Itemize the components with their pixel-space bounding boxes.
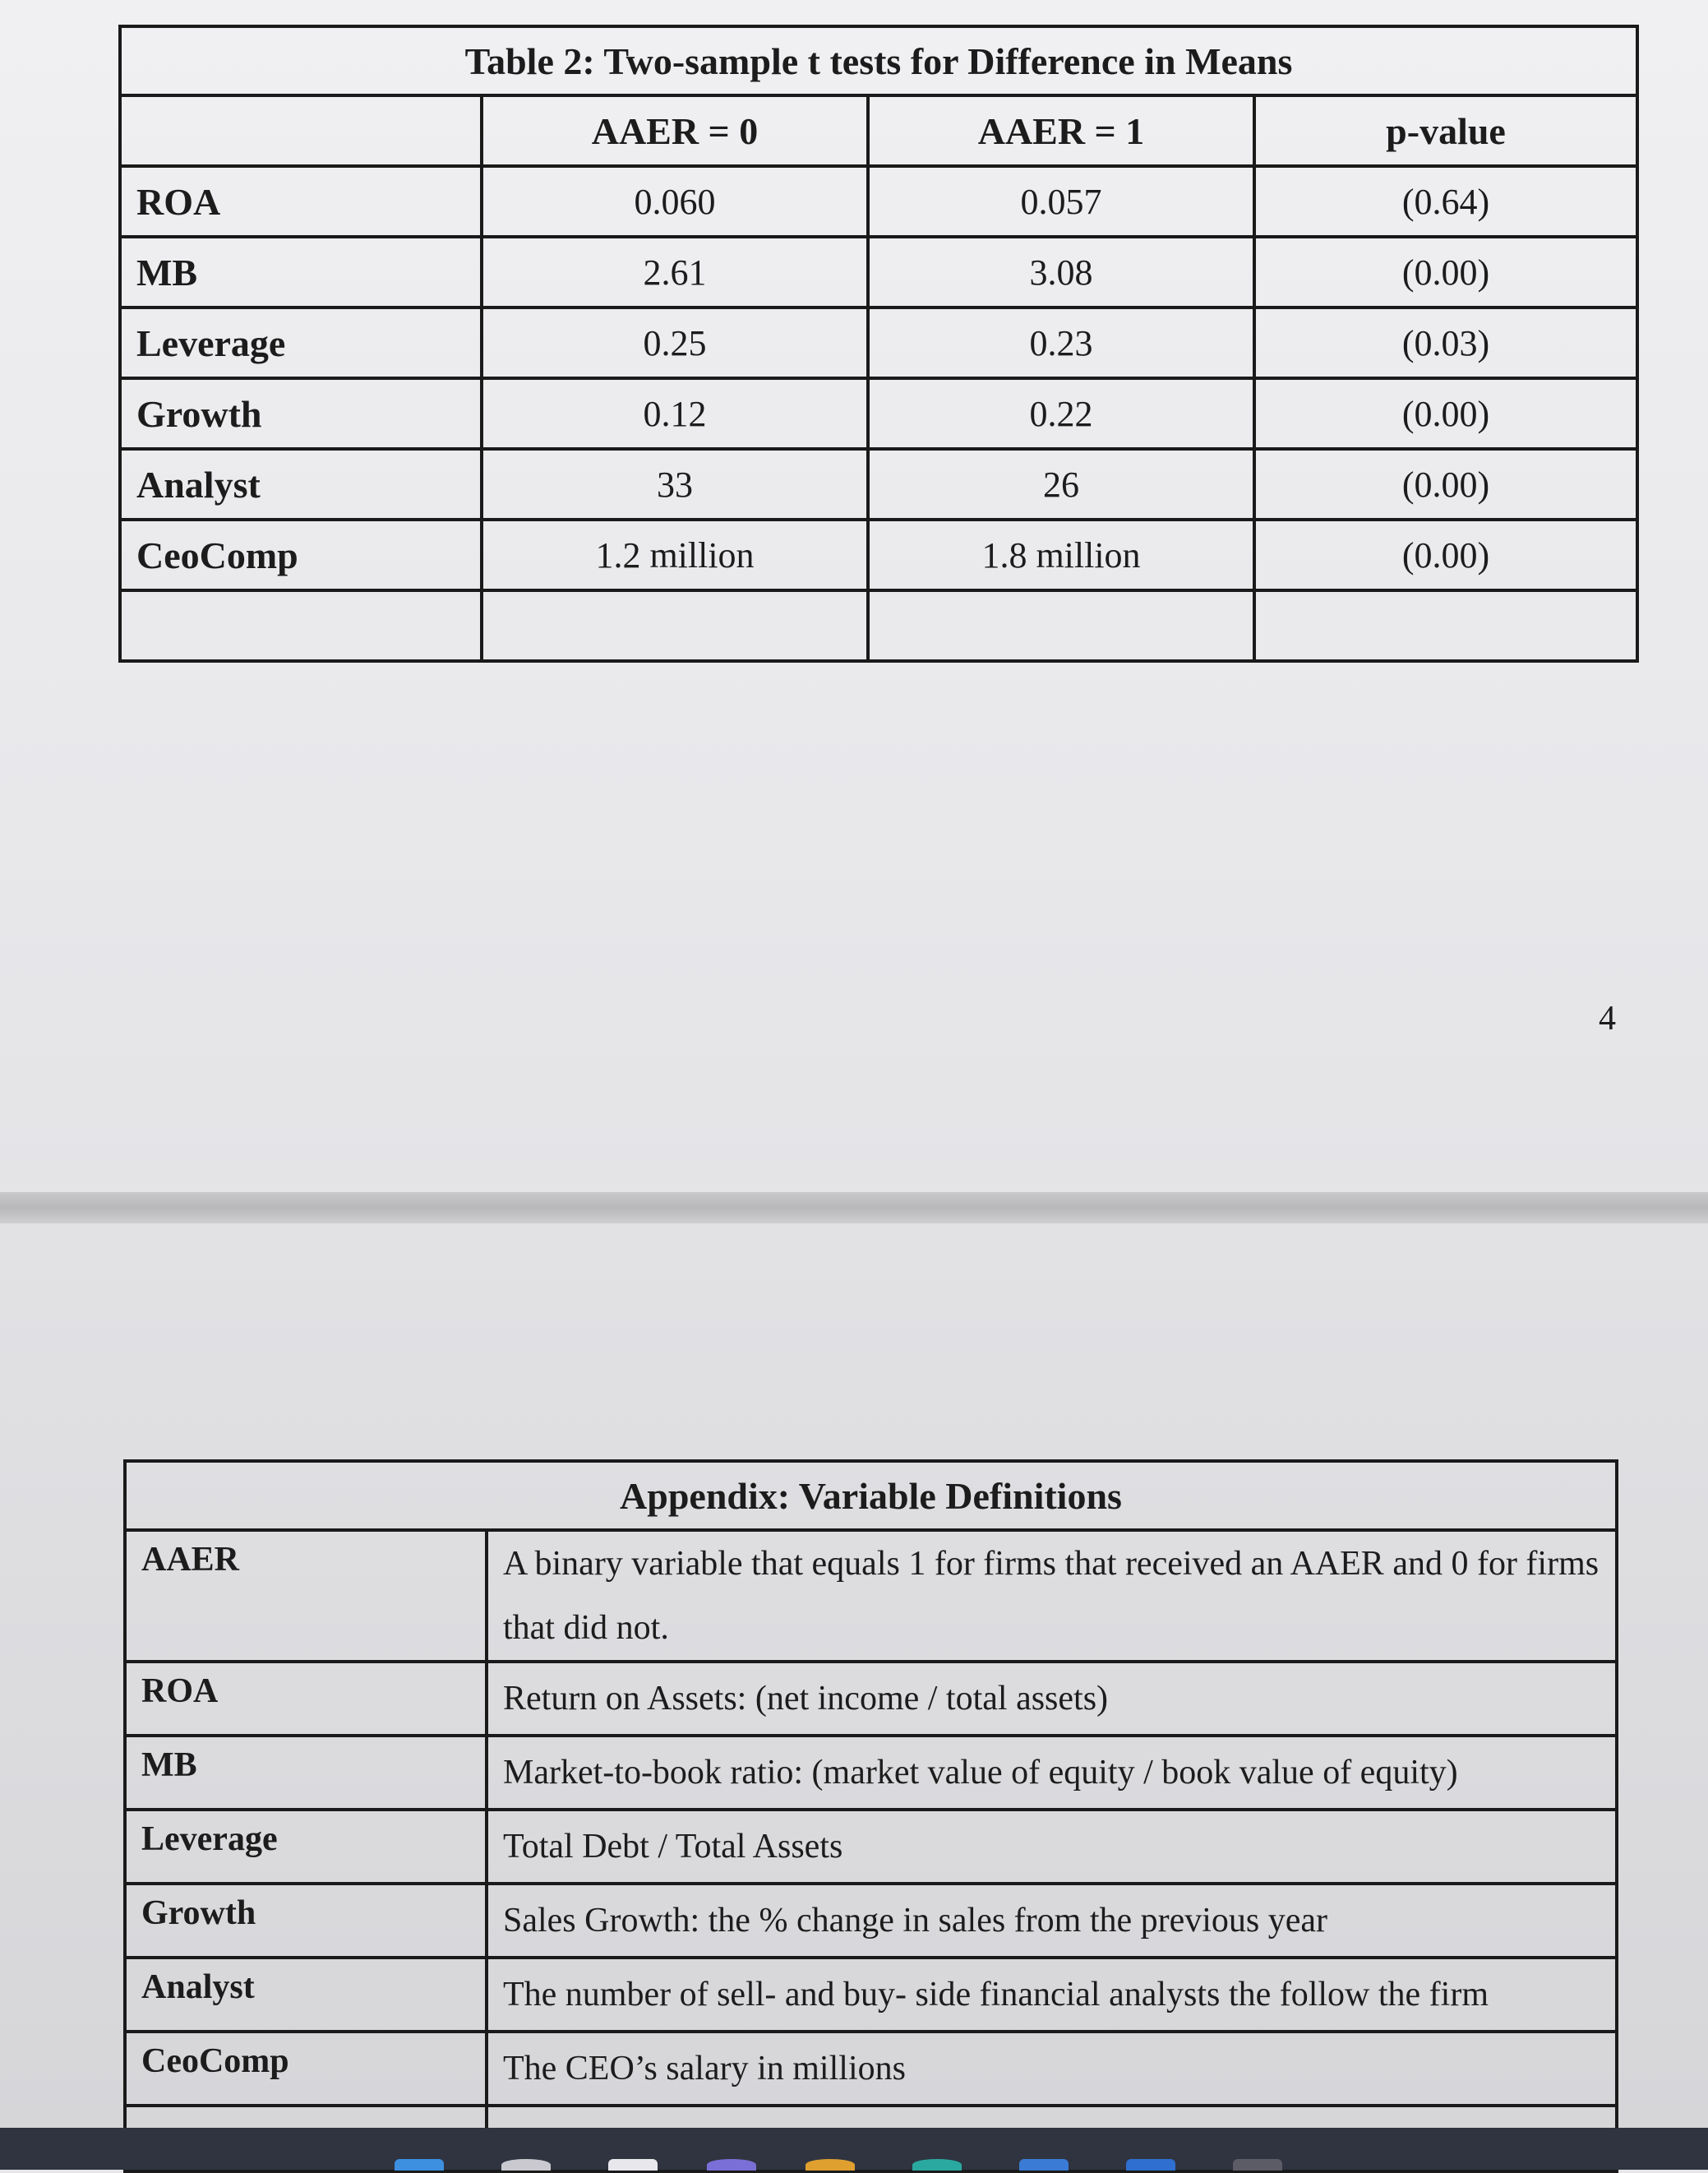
table-row [120, 378, 1637, 449]
cell-aaer0: 0.25 [482, 307, 868, 378]
store-icon[interactable] [1019, 2159, 1069, 2171]
header-empty [120, 95, 482, 166]
table-header-row [120, 95, 1637, 166]
row-definition: A binary variable that equals 1 for firms that received an AAER and 0 for firms that did not. [487, 1530, 1617, 1662]
row-definition: Return on Assets: (net income / total assets) [487, 1662, 1617, 1736]
appendix-title: Appendix: Variable Definitions [125, 1461, 1617, 1530]
windows-start-icon[interactable] [395, 2159, 444, 2171]
table-row-empty [120, 590, 1637, 661]
table-row [120, 166, 1637, 237]
cell-aaer1: 0.057 [868, 166, 1254, 237]
row-label: Analyst [125, 1958, 487, 2032]
row-label: CeoComp [120, 520, 482, 590]
empty-cell [120, 590, 482, 661]
empty-cell [482, 590, 868, 661]
cell-aaer0: 0.12 [482, 378, 868, 449]
table-row [125, 1958, 1617, 2032]
table-row [120, 449, 1637, 520]
header-aaer0: AAER = 0 [482, 95, 868, 166]
table-row [125, 1530, 1617, 1662]
cell-pvalue: (0.00) [1254, 520, 1637, 590]
row-label: Leverage [120, 307, 482, 378]
edge-browser-icon[interactable] [912, 2159, 962, 2171]
cell-pvalue: (0.00) [1254, 237, 1637, 307]
table-row [125, 2032, 1617, 2106]
cell-pvalue: (0.00) [1254, 378, 1637, 449]
cell-aaer0: 1.2 million [482, 520, 868, 590]
appendix-title-row [125, 1461, 1617, 1530]
table-row [125, 1810, 1617, 1884]
table-row [125, 1884, 1617, 1958]
header-aaer1: AAER = 1 [868, 95, 1254, 166]
cell-aaer1: 1.8 million [868, 520, 1254, 590]
cell-aaer1: 0.22 [868, 378, 1254, 449]
chat-icon[interactable] [707, 2159, 756, 2171]
row-label: Analyst [120, 449, 482, 520]
cell-aaer0: 2.61 [482, 237, 868, 307]
row-label: CeoComp [125, 2032, 487, 2106]
table-row [120, 237, 1637, 307]
row-label: AAER [125, 1530, 487, 1662]
row-label: Leverage [125, 1810, 487, 1884]
row-label: MB [125, 1736, 487, 1810]
cell-aaer1: 3.08 [868, 237, 1254, 307]
cell-pvalue: (0.64) [1254, 166, 1637, 237]
cell-aaer0: 33 [482, 449, 868, 520]
header-pvalue: p-value [1254, 95, 1637, 166]
empty-cell [868, 590, 1254, 661]
cell-pvalue: (0.03) [1254, 307, 1637, 378]
row-definition: The number of sell- and buy- side financial analysts the follow the firm [487, 1958, 1617, 2032]
task-view-icon[interactable] [608, 2159, 658, 2171]
row-label: ROA [120, 166, 482, 237]
page-gap [0, 1192, 1708, 1223]
table-row [120, 520, 1637, 590]
row-label: Growth [120, 378, 482, 449]
appendix-table [123, 1459, 1618, 2173]
cell-aaer1: 26 [868, 449, 1254, 520]
row-definition: The CEO’s salary in millions [487, 2032, 1617, 2106]
row-definition: Sales Growth: the % change in sales from the previous year [487, 1884, 1617, 1958]
row-label: ROA [125, 1662, 487, 1736]
search-icon[interactable] [501, 2159, 551, 2171]
cell-pvalue: (0.00) [1254, 449, 1637, 520]
folder-icon[interactable] [806, 2159, 855, 2171]
table-row [125, 1662, 1617, 1736]
empty-cell [1254, 590, 1637, 661]
cell-aaer1: 0.23 [868, 307, 1254, 378]
row-label: Growth [125, 1884, 487, 1958]
row-label: MB [120, 237, 482, 307]
table-2 [118, 25, 1639, 663]
app-icon[interactable] [1233, 2159, 1282, 2171]
table-row [125, 1736, 1617, 1810]
table-row [120, 307, 1637, 378]
cell-aaer0: 0.060 [482, 166, 868, 237]
table-title-row [120, 26, 1637, 95]
table-title: Table 2: Two-sample t tests for Difference in Means [120, 26, 1637, 95]
row-definition: Total Debt / Total Assets [487, 1810, 1617, 1884]
row-definition: Market-to-book ratio: (market value of equity / book value of equity) [487, 1736, 1617, 1810]
word-icon[interactable] [1126, 2159, 1175, 2171]
page-number: 4 [1599, 1000, 1616, 1038]
